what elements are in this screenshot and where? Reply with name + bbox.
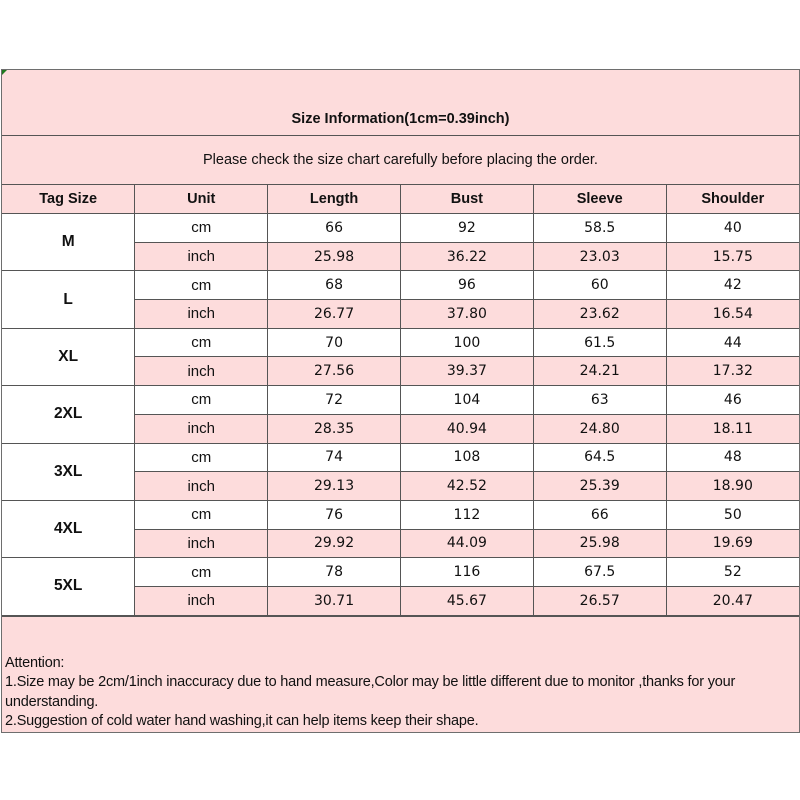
length-cell: 76 [268, 500, 401, 529]
shoulder-cell: 17.32 [666, 357, 799, 386]
unit-cell: cm [135, 500, 268, 529]
shoulder-cell: 46 [666, 386, 799, 415]
tag-size-cell: XL [2, 328, 135, 385]
unit-cell: cm [135, 214, 268, 243]
shoulder-cell: 50 [666, 500, 799, 529]
attention-note-2: 2.Suggestion of cold water hand washing,it can help items keep their shape. [5, 713, 479, 730]
tag-size-cell: L [2, 271, 135, 328]
length-cell: 74 [268, 443, 401, 472]
shoulder-cell: 52 [666, 558, 799, 587]
bust-cell: 92 [400, 214, 533, 243]
bust-cell: 37.80 [400, 300, 533, 329]
shoulder-cell: 20.47 [666, 586, 799, 615]
bust-cell: 39.37 [400, 357, 533, 386]
header-shoulder: Shoulder [666, 185, 799, 214]
bust-cell: 108 [400, 443, 533, 472]
sleeve-cell: 61.5 [533, 328, 666, 357]
sleeve-cell: 64.5 [533, 443, 666, 472]
length-cell: 29.92 [268, 529, 401, 558]
length-cell: 78 [268, 558, 401, 587]
sleeve-cell: 60 [533, 271, 666, 300]
table-row-cm [2, 443, 799, 472]
length-cell: 26.77 [268, 300, 401, 329]
bust-cell: 116 [400, 558, 533, 587]
length-cell: 30.71 [268, 586, 401, 615]
header-row [2, 185, 799, 214]
subtitle-row [2, 136, 799, 185]
unit-cell: cm [135, 271, 268, 300]
unit-cell: inch [135, 357, 268, 386]
length-cell: 25.98 [268, 242, 401, 271]
unit-cell: inch [135, 414, 268, 443]
attention-heading: Attention: [5, 654, 65, 671]
unit-cell: inch [135, 472, 268, 501]
shoulder-cell: 18.90 [666, 472, 799, 501]
bust-cell: 42.52 [400, 472, 533, 501]
length-cell: 66 [268, 214, 401, 243]
sleeve-cell: 24.21 [533, 357, 666, 386]
table-row-cm [2, 500, 799, 529]
sleeve-cell: 63 [533, 386, 666, 415]
header-tag-size: Tag Size [2, 185, 135, 214]
chart-title: Size Information(1cm=0.39inch) [291, 111, 510, 127]
attention-note-1: 1.Size may be 2cm/1inch inaccuracy due to hand measure,Color may be little different due to monitor ,thanks for your understanding. [5, 674, 736, 710]
header-sleeve: Sleeve [533, 185, 666, 214]
shoulder-cell: 19.69 [666, 529, 799, 558]
length-cell: 70 [268, 328, 401, 357]
bust-cell: 44.09 [400, 529, 533, 558]
tag-size-cell: 4XL [2, 500, 135, 557]
table-row-cm [2, 271, 799, 300]
bust-cell: 112 [400, 500, 533, 529]
unit-cell: cm [135, 328, 268, 357]
unit-cell: inch [135, 529, 268, 558]
size-table [2, 185, 799, 616]
attention-section [2, 616, 799, 732]
tag-size-cell: 3XL [2, 443, 135, 500]
shoulder-cell: 15.75 [666, 242, 799, 271]
sleeve-cell: 66 [533, 500, 666, 529]
chart-subtitle: Please check the size chart carefully before placing the order. [203, 152, 598, 168]
unit-cell: inch [135, 242, 268, 271]
length-cell: 29.13 [268, 472, 401, 501]
tag-size-cell: M [2, 214, 135, 271]
sleeve-cell: 24.80 [533, 414, 666, 443]
table-row-cm [2, 328, 799, 357]
length-cell: 72 [268, 386, 401, 415]
bust-cell: 45.67 [400, 586, 533, 615]
sleeve-cell: 25.39 [533, 472, 666, 501]
tag-size-cell: 2XL [2, 386, 135, 443]
sleeve-cell: 25.98 [533, 529, 666, 558]
tag-size-cell: 5XL [2, 558, 135, 615]
sleeve-cell: 26.57 [533, 586, 666, 615]
shoulder-cell: 44 [666, 328, 799, 357]
header-length: Length [268, 185, 401, 214]
bust-cell: 96 [400, 271, 533, 300]
length-cell: 27.56 [268, 357, 401, 386]
shoulder-cell: 16.54 [666, 300, 799, 329]
unit-cell: inch [135, 300, 268, 329]
table-row-cm [2, 214, 799, 243]
shoulder-cell: 48 [666, 443, 799, 472]
shoulder-cell: 18.11 [666, 414, 799, 443]
bust-cell: 36.22 [400, 242, 533, 271]
table-row-cm [2, 386, 799, 415]
sleeve-cell: 23.03 [533, 242, 666, 271]
bust-cell: 104 [400, 386, 533, 415]
unit-cell: cm [135, 443, 268, 472]
unit-cell: inch [135, 586, 268, 615]
shoulder-cell: 40 [666, 214, 799, 243]
header-bust: Bust [400, 185, 533, 214]
header-unit: Unit [135, 185, 268, 214]
unit-cell: cm [135, 558, 268, 587]
table-row-cm [2, 558, 799, 587]
sleeve-cell: 23.62 [533, 300, 666, 329]
bust-cell: 100 [400, 328, 533, 357]
sleeve-cell: 67.5 [533, 558, 666, 587]
unit-cell: cm [135, 386, 268, 415]
length-cell: 28.35 [268, 414, 401, 443]
length-cell: 68 [268, 271, 401, 300]
sleeve-cell: 58.5 [533, 214, 666, 243]
size-chart [1, 69, 800, 733]
shoulder-cell: 42 [666, 271, 799, 300]
title-row [2, 70, 799, 136]
bust-cell: 40.94 [400, 414, 533, 443]
